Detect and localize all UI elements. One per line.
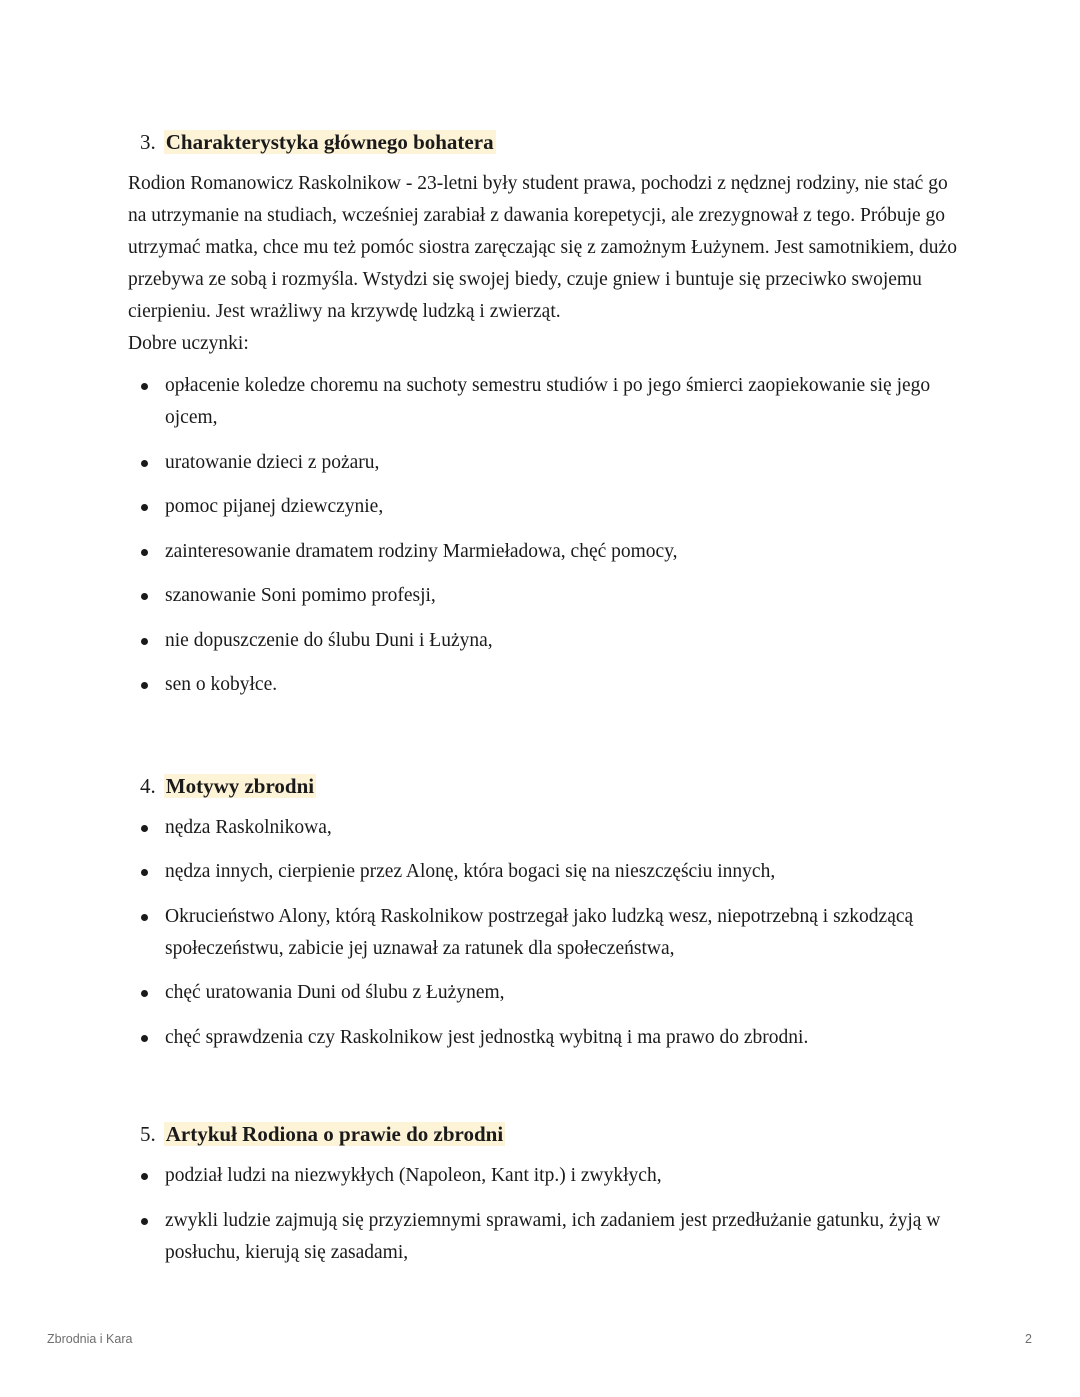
list-item-text: nędza innych, cierpienie przez Alonę, która bogaci się na nieszczęściu innych, bbox=[165, 861, 776, 882]
list-item-text: chęć sprawdzenia czy Raskolnikow jest jednostką wybitną i ma prawo do zbrodni. bbox=[165, 1026, 809, 1048]
list-item bbox=[128, 447, 958, 479]
section-3-heading bbox=[140, 126, 958, 158]
bullet-icon bbox=[141, 914, 148, 921]
bullet-icon bbox=[141, 682, 148, 689]
list-item bbox=[128, 1160, 958, 1192]
list-item-text: chęć uratowania Duni od ślubu z Łużynem, bbox=[165, 982, 505, 1003]
list-item bbox=[128, 491, 958, 523]
list-item-text: nędza Raskolnikowa, bbox=[165, 816, 332, 838]
section-3-subheading: Dobre uczynki: bbox=[128, 333, 249, 354]
list-item bbox=[128, 856, 958, 888]
bullet-icon bbox=[141, 593, 148, 600]
list-item bbox=[128, 812, 958, 844]
section-5-title: Artykuł Rodiona o prawie do zbrodni bbox=[165, 1122, 504, 1146]
list-item bbox=[128, 977, 958, 1009]
section-3-list bbox=[128, 370, 958, 701]
list-item bbox=[128, 1205, 958, 1269]
list-item bbox=[128, 669, 958, 701]
bullet-icon bbox=[141, 1218, 148, 1225]
list-item bbox=[128, 1022, 958, 1054]
section-spacer bbox=[128, 1066, 958, 1118]
footer-document-title: Zbrodnia i Kara bbox=[47, 1332, 133, 1346]
bullet-icon bbox=[141, 549, 148, 556]
list-item-text: zainteresowanie dramatem rodziny Marmieładowa, chęć pomocy, bbox=[165, 540, 678, 562]
bullet-icon bbox=[141, 1173, 148, 1180]
bullet-icon bbox=[141, 504, 148, 511]
list-item-text: uratowanie dzieci z pożaru, bbox=[165, 451, 380, 473]
footer-page-number: 2 bbox=[1025, 1332, 1032, 1346]
list-item bbox=[128, 370, 958, 434]
section-5-heading bbox=[140, 1118, 958, 1150]
bullet-icon bbox=[141, 869, 148, 876]
section-5-number: 5. bbox=[140, 1122, 156, 1146]
list-item-text: sen o kobyłce. bbox=[165, 674, 278, 695]
section-3-title: Charakterystyka głównego bohatera bbox=[165, 130, 494, 154]
section-4-list bbox=[128, 812, 958, 1054]
bullet-icon bbox=[141, 1035, 148, 1042]
page-content bbox=[128, 126, 958, 1281]
bullet-icon bbox=[141, 990, 148, 997]
section-4-heading bbox=[140, 770, 958, 802]
list-item-text: podział ludzi na niezwykłych (Napoleon, Kant itp.) i zwykłych, bbox=[165, 1165, 662, 1186]
section-spacer bbox=[128, 714, 958, 770]
bullet-icon bbox=[141, 825, 148, 832]
list-item bbox=[128, 625, 958, 657]
list-item bbox=[128, 580, 958, 612]
section-3-number: 3. bbox=[140, 130, 156, 154]
section-4-title: Motywy zbrodni bbox=[165, 773, 315, 798]
bullet-icon bbox=[141, 383, 148, 390]
bullet-icon bbox=[141, 460, 148, 467]
list-item-text: Okrucieństwo Alony, którą Raskolnikow postrzegał jako ludzką wesz, niepotrzebną i szkodzącą społeczeństwu, zabicie jej uznawał za ratunek dla społeczeństwa, bbox=[165, 905, 914, 959]
section-4-number: 4. bbox=[140, 773, 156, 798]
section-5-list bbox=[128, 1160, 958, 1269]
list-item-text: opłacenie koledze choremu na suchoty semestru studiów i po jego śmierci zaopiekowanie się jego ojcem, bbox=[165, 375, 931, 428]
list-item-text: pomoc pijanej dziewczynie, bbox=[165, 496, 384, 517]
section-3-paragraph: Rodion Romanowicz Raskolnikow - 23-letni były student prawa, pochodzi z nędznej rodziny, nie stać go na utrzymanie na studiach, wcześniej zarabiał z dawania korepetycji, ale zrezygnował z tego. Próbuje go utrzymać matka, chce mu też pomóc siostra zaręczając się z zamożnym Łużynem. Jest samotnikiem, dużo przebywa ze sobą i rozmyśla. Wstydzi się swojej biedy, czuje gniew i buntuje się przeciwko swojemu cierpieniu. Jest wrażliwy na krzywdę ludzką i zwierząt. bbox=[128, 173, 957, 322]
bullet-icon bbox=[141, 638, 148, 645]
list-item bbox=[128, 536, 958, 568]
list-item-text: szanowanie Soni pomimo profesji, bbox=[165, 585, 436, 606]
list-item-text: zwykli ludzie zajmują się przyziemnymi sprawami, ich zadaniem jest przedłużanie gatunku, żyją w posłuchu, kierują się zasadami, bbox=[165, 1209, 941, 1263]
list-item-text: nie dopuszczenie do ślubu Duni i Łużyna, bbox=[165, 629, 493, 651]
list-item bbox=[128, 901, 958, 965]
